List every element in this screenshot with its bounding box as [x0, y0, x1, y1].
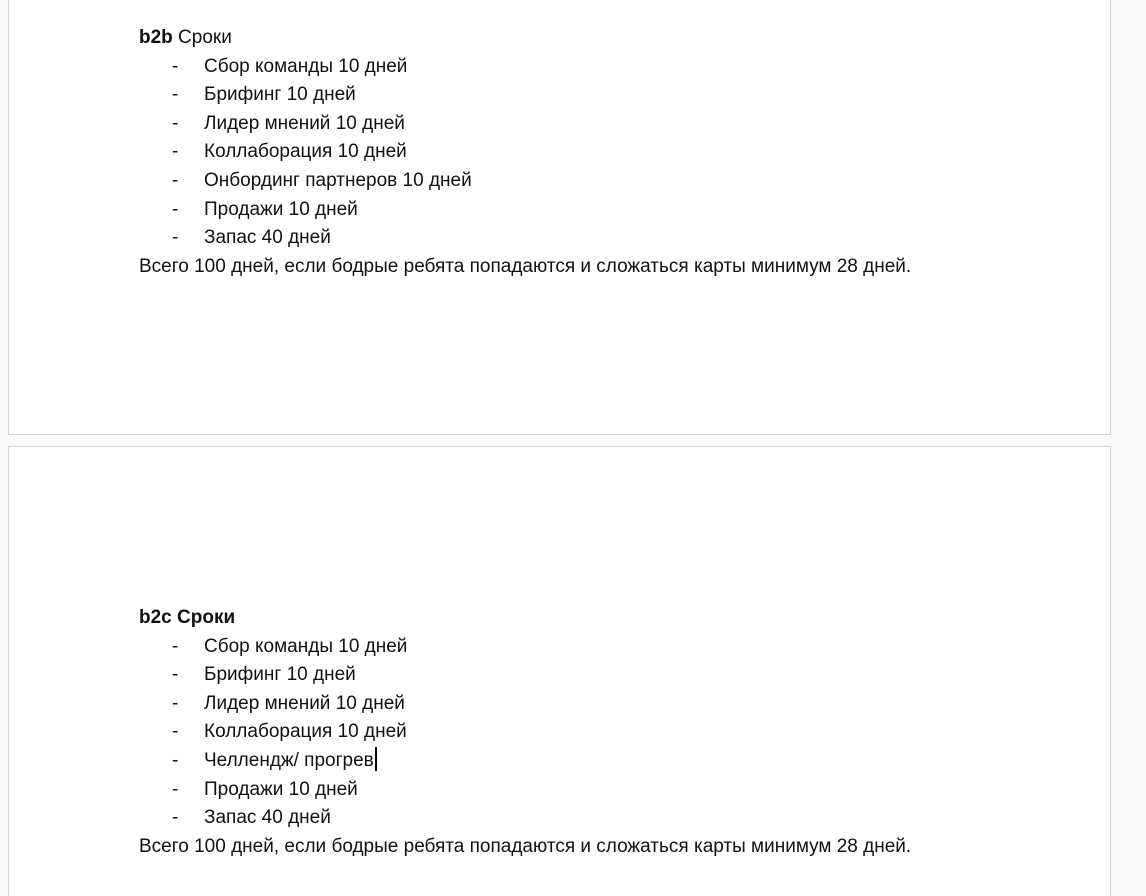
- list-item[interactable]: [139, 776, 911, 805]
- list-item[interactable]: [139, 747, 911, 776]
- bullet-dash: -: [172, 112, 179, 134]
- b2c-summary[interactable]: Всего 100 дней, если бодрые ребята попадаются и сложаться карты минимум 28 дней.: [139, 835, 912, 857]
- b2b-heading-rest[interactable]: Сроки: [172, 27, 232, 48]
- list-item-text[interactable]: Сбор команды 10 дней: [204, 55, 408, 77]
- bullet-dash: -: [172, 778, 179, 800]
- list-item-text[interactable]: Челлендж/ прогрев: [204, 749, 374, 771]
- list-item[interactable]: [139, 138, 911, 167]
- list-item[interactable]: [139, 224, 911, 253]
- bullet-dash: -: [172, 664, 179, 686]
- bullet-dash: -: [172, 635, 179, 657]
- b2b-summary[interactable]: Всего 100 дней, если бодрые ребята попадаются и сложаться карты минимум 28 дней.: [139, 255, 912, 277]
- list-item-text[interactable]: Брифинг 10 дней: [204, 84, 356, 106]
- b2b-section[interactable]: [139, 24, 911, 281]
- list-item-text[interactable]: Продажи 10 дней: [204, 198, 358, 220]
- list-item-text[interactable]: Коллаборация 10 дней: [204, 721, 407, 743]
- b2b-list[interactable]: [139, 53, 911, 253]
- bullet-dash: -: [172, 692, 179, 714]
- list-item-text[interactable]: Брифинг 10 дней: [204, 664, 356, 686]
- list-item[interactable]: [139, 718, 911, 747]
- list-item-text[interactable]: Онбординг партнеров 10 дней: [204, 169, 472, 191]
- list-item-text[interactable]: Лидер мнений 10 дней: [204, 692, 405, 714]
- bullet-dash: -: [172, 141, 179, 163]
- bullet-dash: -: [172, 198, 179, 220]
- list-item[interactable]: [139, 53, 911, 82]
- b2b-heading-bold[interactable]: b2b: [139, 27, 173, 48]
- bullet-dash: -: [172, 721, 179, 743]
- list-item[interactable]: [139, 661, 911, 690]
- list-item-text[interactable]: Коллаборация 10 дней: [204, 141, 407, 163]
- document-page-1[interactable]: [8, 0, 1111, 435]
- list-item[interactable]: [139, 690, 911, 719]
- bullet-dash: -: [172, 227, 179, 249]
- list-item-text[interactable]: Сбор команды 10 дней: [204, 635, 408, 657]
- list-item[interactable]: [139, 804, 911, 833]
- b2c-heading[interactable]: b2c Сроки: [139, 607, 236, 628]
- list-item[interactable]: [139, 167, 911, 196]
- list-item[interactable]: [139, 633, 911, 662]
- list-item-text[interactable]: Лидер мнений 10 дней: [204, 112, 405, 134]
- list-item[interactable]: [139, 196, 911, 225]
- list-item-text[interactable]: Запас 40 дней: [204, 807, 331, 829]
- bullet-dash: -: [172, 749, 179, 771]
- bullet-dash: -: [172, 55, 179, 77]
- b2b-heading[interactable]: [139, 24, 911, 53]
- list-item-text[interactable]: Запас 40 дней: [204, 227, 331, 249]
- bullet-dash: -: [172, 807, 179, 829]
- list-item-text[interactable]: Продажи 10 дней: [204, 778, 358, 800]
- bullet-dash: -: [172, 84, 179, 106]
- bullet-dash: -: [172, 169, 179, 191]
- list-item[interactable]: [139, 81, 911, 110]
- b2c-section[interactable]: [139, 604, 911, 861]
- b2c-list[interactable]: [139, 633, 911, 833]
- list-item[interactable]: [139, 110, 911, 139]
- document-page-2[interactable]: [8, 446, 1111, 896]
- text-cursor: [375, 747, 377, 771]
